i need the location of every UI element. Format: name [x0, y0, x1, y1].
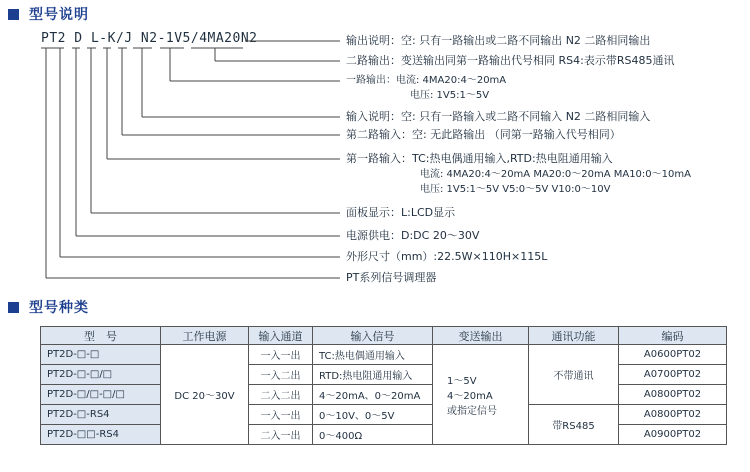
column-header: 工作电源	[161, 327, 249, 345]
model-cell: PT2D-□-□	[41, 345, 161, 365]
power-cell: DC 20～30V	[161, 345, 249, 445]
comm-cell: 不带通讯	[529, 345, 619, 405]
channel-cell: 一入一出	[249, 405, 313, 425]
signal-cell: TC:热电偶通用输入	[313, 345, 433, 365]
dimension-description: 外形尺寸（mm）:22.5W×110H×115L	[346, 250, 548, 263]
model-cell: PT2D-□-RS4	[41, 405, 161, 425]
first-input-voltage: 电压: 1V5:1～5V V5:0～5V V10:0～10V	[420, 184, 611, 195]
first-output-description: 一路输出：电流: 4MA20:4～20mA	[346, 75, 507, 86]
square-bullet-icon	[8, 302, 19, 313]
channel-cell: 二入一出	[249, 425, 313, 445]
transmit-line: 4～20mA	[447, 391, 493, 402]
table-row	[41, 365, 727, 385]
section-title: 型号说明	[29, 7, 89, 23]
series-description: PT系列信号调理器	[346, 271, 437, 284]
input-description: 输入说明：空: 只有一路输入或二路不同输入 N2 二路相同输入	[346, 110, 651, 123]
power-description: 电源供电：D:DC 20～30V	[346, 229, 480, 242]
transmit-line: 或指定信号	[447, 406, 497, 417]
model-cell: PT2D-□-□/□	[41, 365, 161, 385]
signal-cell: 4～20mA、0～20mA	[313, 385, 433, 405]
table-row	[41, 425, 727, 445]
first-input-current: 电流: 4MA20:4～20mA MA20:0～20mA MA10:0～10mA	[420, 169, 691, 180]
code-cell: A0900PT02	[619, 425, 727, 445]
signal-cell: 0～10V、0～5V	[313, 405, 433, 425]
table-row	[41, 345, 727, 365]
column-header: 型 号	[41, 327, 161, 345]
code-cell: A0700PT02	[619, 365, 727, 385]
section-title: 型号种类	[29, 300, 89, 316]
channel-cell: 二入二出	[249, 385, 313, 405]
table-row	[41, 385, 727, 405]
channel-cell: 一入一出	[249, 345, 313, 365]
column-header: 输入信号	[313, 327, 433, 345]
model-code: PT2 D L-K/J N2-1V5/4MA20N2	[41, 31, 258, 46]
output-description: 输出说明：空: 只有一路输出或二路不同输出 N2 二路相同输出	[346, 34, 651, 47]
column-header: 通讯功能	[529, 327, 619, 345]
first-input-description: 第一路输入：TC:热电偶通用输入,RTD:热电阻通用输入	[346, 152, 613, 165]
transmit-cell	[433, 345, 529, 445]
table-row	[41, 405, 727, 425]
code-cell: A0800PT02	[619, 405, 727, 425]
section-header-model-types	[8, 297, 89, 317]
column-header: 编码	[619, 327, 727, 345]
column-header: 输入通道	[249, 327, 313, 345]
column-header: 变送输出	[433, 327, 529, 345]
second-output-description: 二路输出：变送输出同第一路输出代号相同 RS4:表示带RS485通讯	[346, 54, 675, 67]
signal-cell: RTD:热电阻通用输入	[313, 365, 433, 385]
comm-cell: 带RS485	[529, 405, 619, 445]
signal-cell: 0～400Ω	[313, 425, 433, 445]
code-cell: A0800PT02	[619, 385, 727, 405]
first-output-voltage: 电压: 1V5:1～5V	[410, 90, 490, 101]
code-cell: A0600PT02	[619, 345, 727, 365]
model-cell: PT2D-□□-RS4	[41, 425, 161, 445]
second-input-description: 第二路输入：空: 无此路输出 （同第一路输入代号相同）	[346, 128, 621, 141]
model-cell: PT2D-□/□-□/□	[41, 385, 161, 405]
table-header-row	[41, 327, 727, 345]
model-table	[40, 326, 727, 445]
panel-description: 面板显示：L:LCD显示	[346, 206, 456, 219]
channel-cell: 一入二出	[249, 365, 313, 385]
transmit-line: 1～5V	[447, 376, 477, 387]
